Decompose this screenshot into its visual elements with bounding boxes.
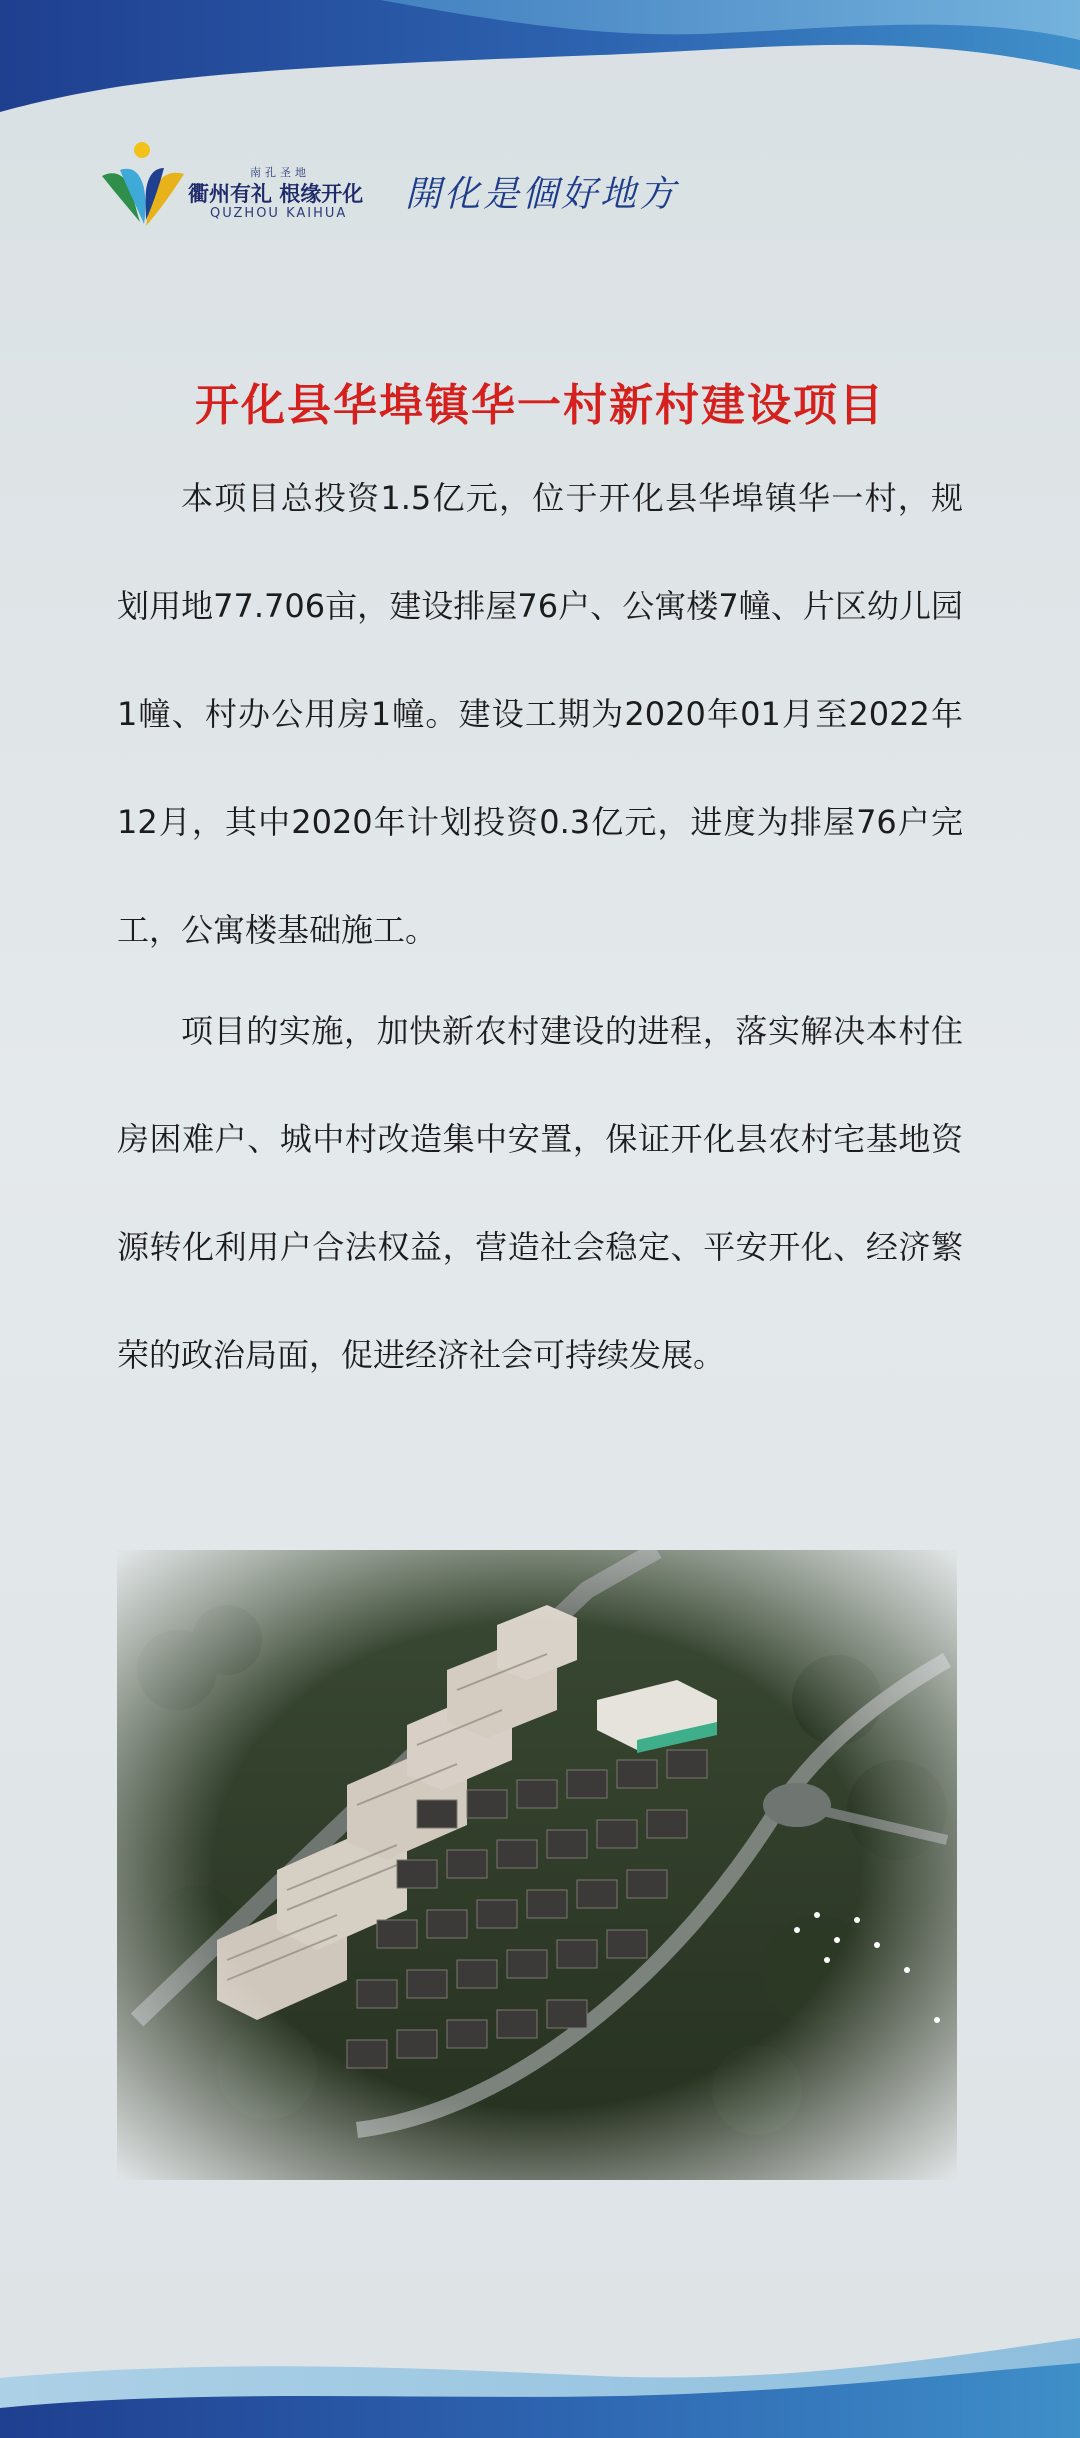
kaihua-logo bbox=[100, 140, 700, 240]
logo-tagline-small: 南孔圣地 bbox=[250, 166, 310, 179]
logo-english-name: QUZHOU KAIHUA bbox=[210, 206, 348, 221]
bottom-wave-decoration bbox=[0, 2318, 1080, 2438]
project-rendering-image bbox=[117, 1550, 957, 2180]
paragraph-1: 本项目总投资1.5亿元，位于开化县华埠镇华一村，规划用地77.706亩，建设排屋76户、公寓楼7幢、片区幼儿园1幢、村办公用房1幢。建设工期为2020年01月至2022年12月，其中2020年计划投资0.3亿元，进度为排屋76户完工，公寓楼基础施工。 bbox=[117, 479, 963, 949]
page-title: 开化县华埠镇华一村新村建设项目 bbox=[195, 380, 885, 432]
logo-name: 衢州有礼 根缘开化 bbox=[188, 182, 364, 206]
logo-slogan: 開化是個好地方 bbox=[405, 174, 679, 215]
kaihua-logo-icon bbox=[100, 140, 186, 230]
top-wave-decoration bbox=[0, 0, 1080, 130]
aerial-rendering-illustration bbox=[117, 1550, 957, 2180]
paragraph-2: 项目的实施，加快新农村建设的进程，落实解决本村住房困难户、城中村改造集中安置，保证开化县农村宅基地资源转化利用户合法权益，营造社会稳定、平安开化、经济繁荣的政治局面，促进经济社会可持续发展。 bbox=[117, 1012, 963, 1374]
